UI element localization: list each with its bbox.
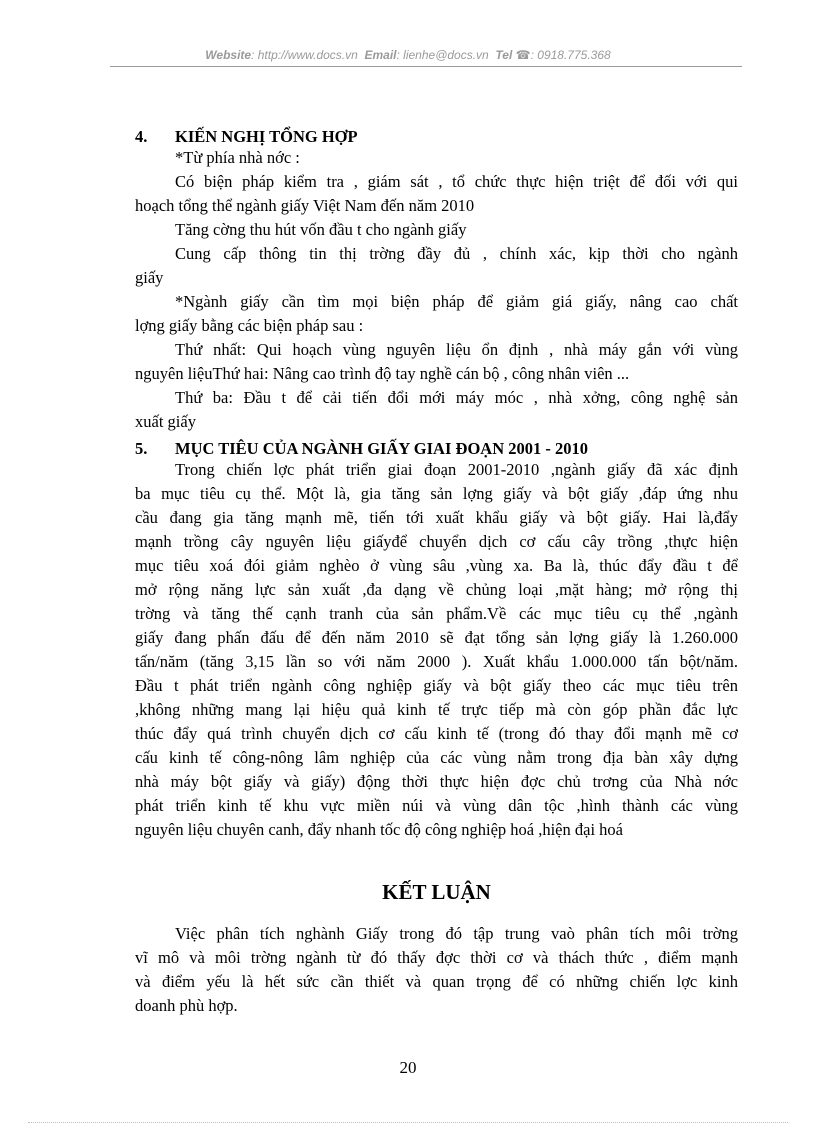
paragraph-line: cầu đang gia tăng mạnh mẽ, tiến tới xuất khẩu giấy và bột giấy. Hai là,đẩy — [135, 508, 738, 527]
paragraph-line: giấy đang phấn đấu để đến năm 2010 sẽ đạt tổng sản lợng giấy là 1.260.000 — [135, 628, 738, 647]
paragraph-line: Đầu t phát triển ngành công nghiệp giấy và bột giấy theo các mục tiêu trên — [135, 676, 738, 695]
paragraph-line: *Ngành giấy cần tìm mọi biện pháp để giảm giá giấy, nâng cao chất — [175, 292, 738, 311]
paragraph-line: Tăng cờng thu hút vốn đầu t cho ngành giấy — [175, 220, 467, 239]
paragraph-line: Việc phân tích nghành Giấy trong đó tập trung vaò phân tích môi trờng — [175, 924, 738, 943]
paragraph-line: giấy — [135, 268, 164, 287]
section-5-heading — [135, 434, 738, 458]
paragraph-line: Thứ nhất: Qui hoạch vùng nguyên liệu ổn định , nhà máy gắn với vùng — [175, 340, 738, 359]
email-label: Email — [364, 48, 397, 62]
paragraph-line: hoạch tổng thể ngành giấy Việt Nam đến năm 2010 — [135, 196, 475, 215]
website-value: : http://www.docs.vn — [251, 48, 358, 62]
paragraph-line: phát triển kinh tế khu vực miền núi và vùng dân tộc ,hình thành các vùng — [135, 796, 738, 815]
paragraph-line: mở rộng năng lực sản xuất ,đa dạng về chủng loại ,mặt hàng; mở rộng thị — [135, 580, 738, 599]
paragraph-line: vĩ mô và môi trờng ngành từ đó thấy đợc thời cơ và thách thức , điểm mạnh — [135, 948, 738, 967]
paragraph-line: mạnh trồng cây nguyên liệu giấyđể chuyển dịch cơ cấu cây trồng ,thực hiện — [135, 532, 738, 551]
paragraph-line: Cung cấp thông tin thị trờng đầy đủ , chính xác, kịp thời cho ngành — [175, 244, 738, 263]
conclusion-body — [135, 922, 738, 1018]
section-4-heading — [135, 122, 738, 146]
paragraph-line: *Từ phía nhà nớc : — [175, 148, 300, 167]
paragraph-line: lợng giấy bằng các biện pháp sau : — [135, 316, 364, 335]
paragraph-line: xuất giấy — [135, 412, 196, 431]
website-label: Website — [205, 48, 252, 62]
paragraph-line: tấn/năm (tăng 3,15 lần so với năm 2000 ). Xuất khẩu 1.000.000 tấn bột/năm. — [135, 652, 738, 671]
document-body — [135, 122, 738, 842]
tel-value: : 0918.775.368 — [530, 48, 611, 62]
paragraph-line: nhà máy bột giấy và giấy) động thời thực hiện đợc chủ trơng của Nhà nớc — [135, 772, 738, 791]
header-divider — [110, 66, 742, 67]
paragraph-line: ba mục tiêu cụ thể. Một là, gia tăng sản lợng giấy và bột giấy ,đáp ứng nhu — [135, 484, 738, 503]
phone-icon: ☎ — [515, 48, 531, 62]
email-value: : lienhe@docs.vn — [396, 48, 489, 62]
page-number: 20 — [399, 1058, 417, 1077]
paragraph-line: ,không những mang lại hiệu quả kinh tế trực tiếp mà còn góp phần đắc lực — [135, 700, 738, 719]
tel-label: Tel — [495, 48, 513, 62]
paragraph-line: doanh phù hợp. — [135, 996, 238, 1015]
section-title: MỤC TIÊU CỦA NGÀNH GIẤY GIAI ĐOẠN 2001 - 2010 — [175, 439, 588, 458]
paragraph-line: mục tiêu xoá đói giảm nghèo ở vùng sâu ,vùng xa. Ba là, thúc đẩy đầu t để — [135, 556, 738, 575]
conclusion-title: KẾT LUẬN — [382, 880, 491, 904]
section-number: 5. — [135, 439, 148, 458]
section-title: KIẾN NGHỊ TỔNG HỢP — [175, 127, 358, 146]
paragraph-line: nguyên liệuThứ hai: Nâng cao trình độ tay nghề cán bộ , công nhân viên ... — [135, 364, 630, 383]
section-number: 4. — [135, 127, 148, 146]
paragraph-line: Trong chiến lợc phát triển giai đoạn 2001-2010 ,ngành giấy đã xác định — [175, 460, 738, 479]
paragraph-line: trờng và tăng thế cạnh tranh của sản phẩm.Về các mục tiêu cụ thể ,ngành — [135, 604, 738, 623]
paragraph-line: Có biện pháp kiểm tra , giám sát , tổ chức thực hiện triệt để đối với qui — [175, 172, 738, 191]
paragraph-line: nguyên liệu chuyên canh, đẩy nhanh tốc độ công nghiệp hoá ,hiện đại hoá — [135, 820, 623, 839]
paragraph-line: cấu kinh tế công-nông lâm nghiệp của các vùng nằm trong địa bàn xây dựng — [135, 748, 738, 767]
paragraph-line: và điểm yếu là hết sức cần thiết và quan trọng để có những chiến lợc kinh — [135, 972, 738, 991]
page-header — [0, 48, 816, 62]
paragraph-line: Thứ ba: Đầu t để cải tiến đổi mới máy móc , nhà xởng, công nghệ sản — [175, 388, 738, 407]
paragraph-line: thúc đẩy quá trình chuyển dịch cơ cấu kinh tế (trong đó thay đổi mạnh mẽ cơ — [135, 724, 738, 743]
